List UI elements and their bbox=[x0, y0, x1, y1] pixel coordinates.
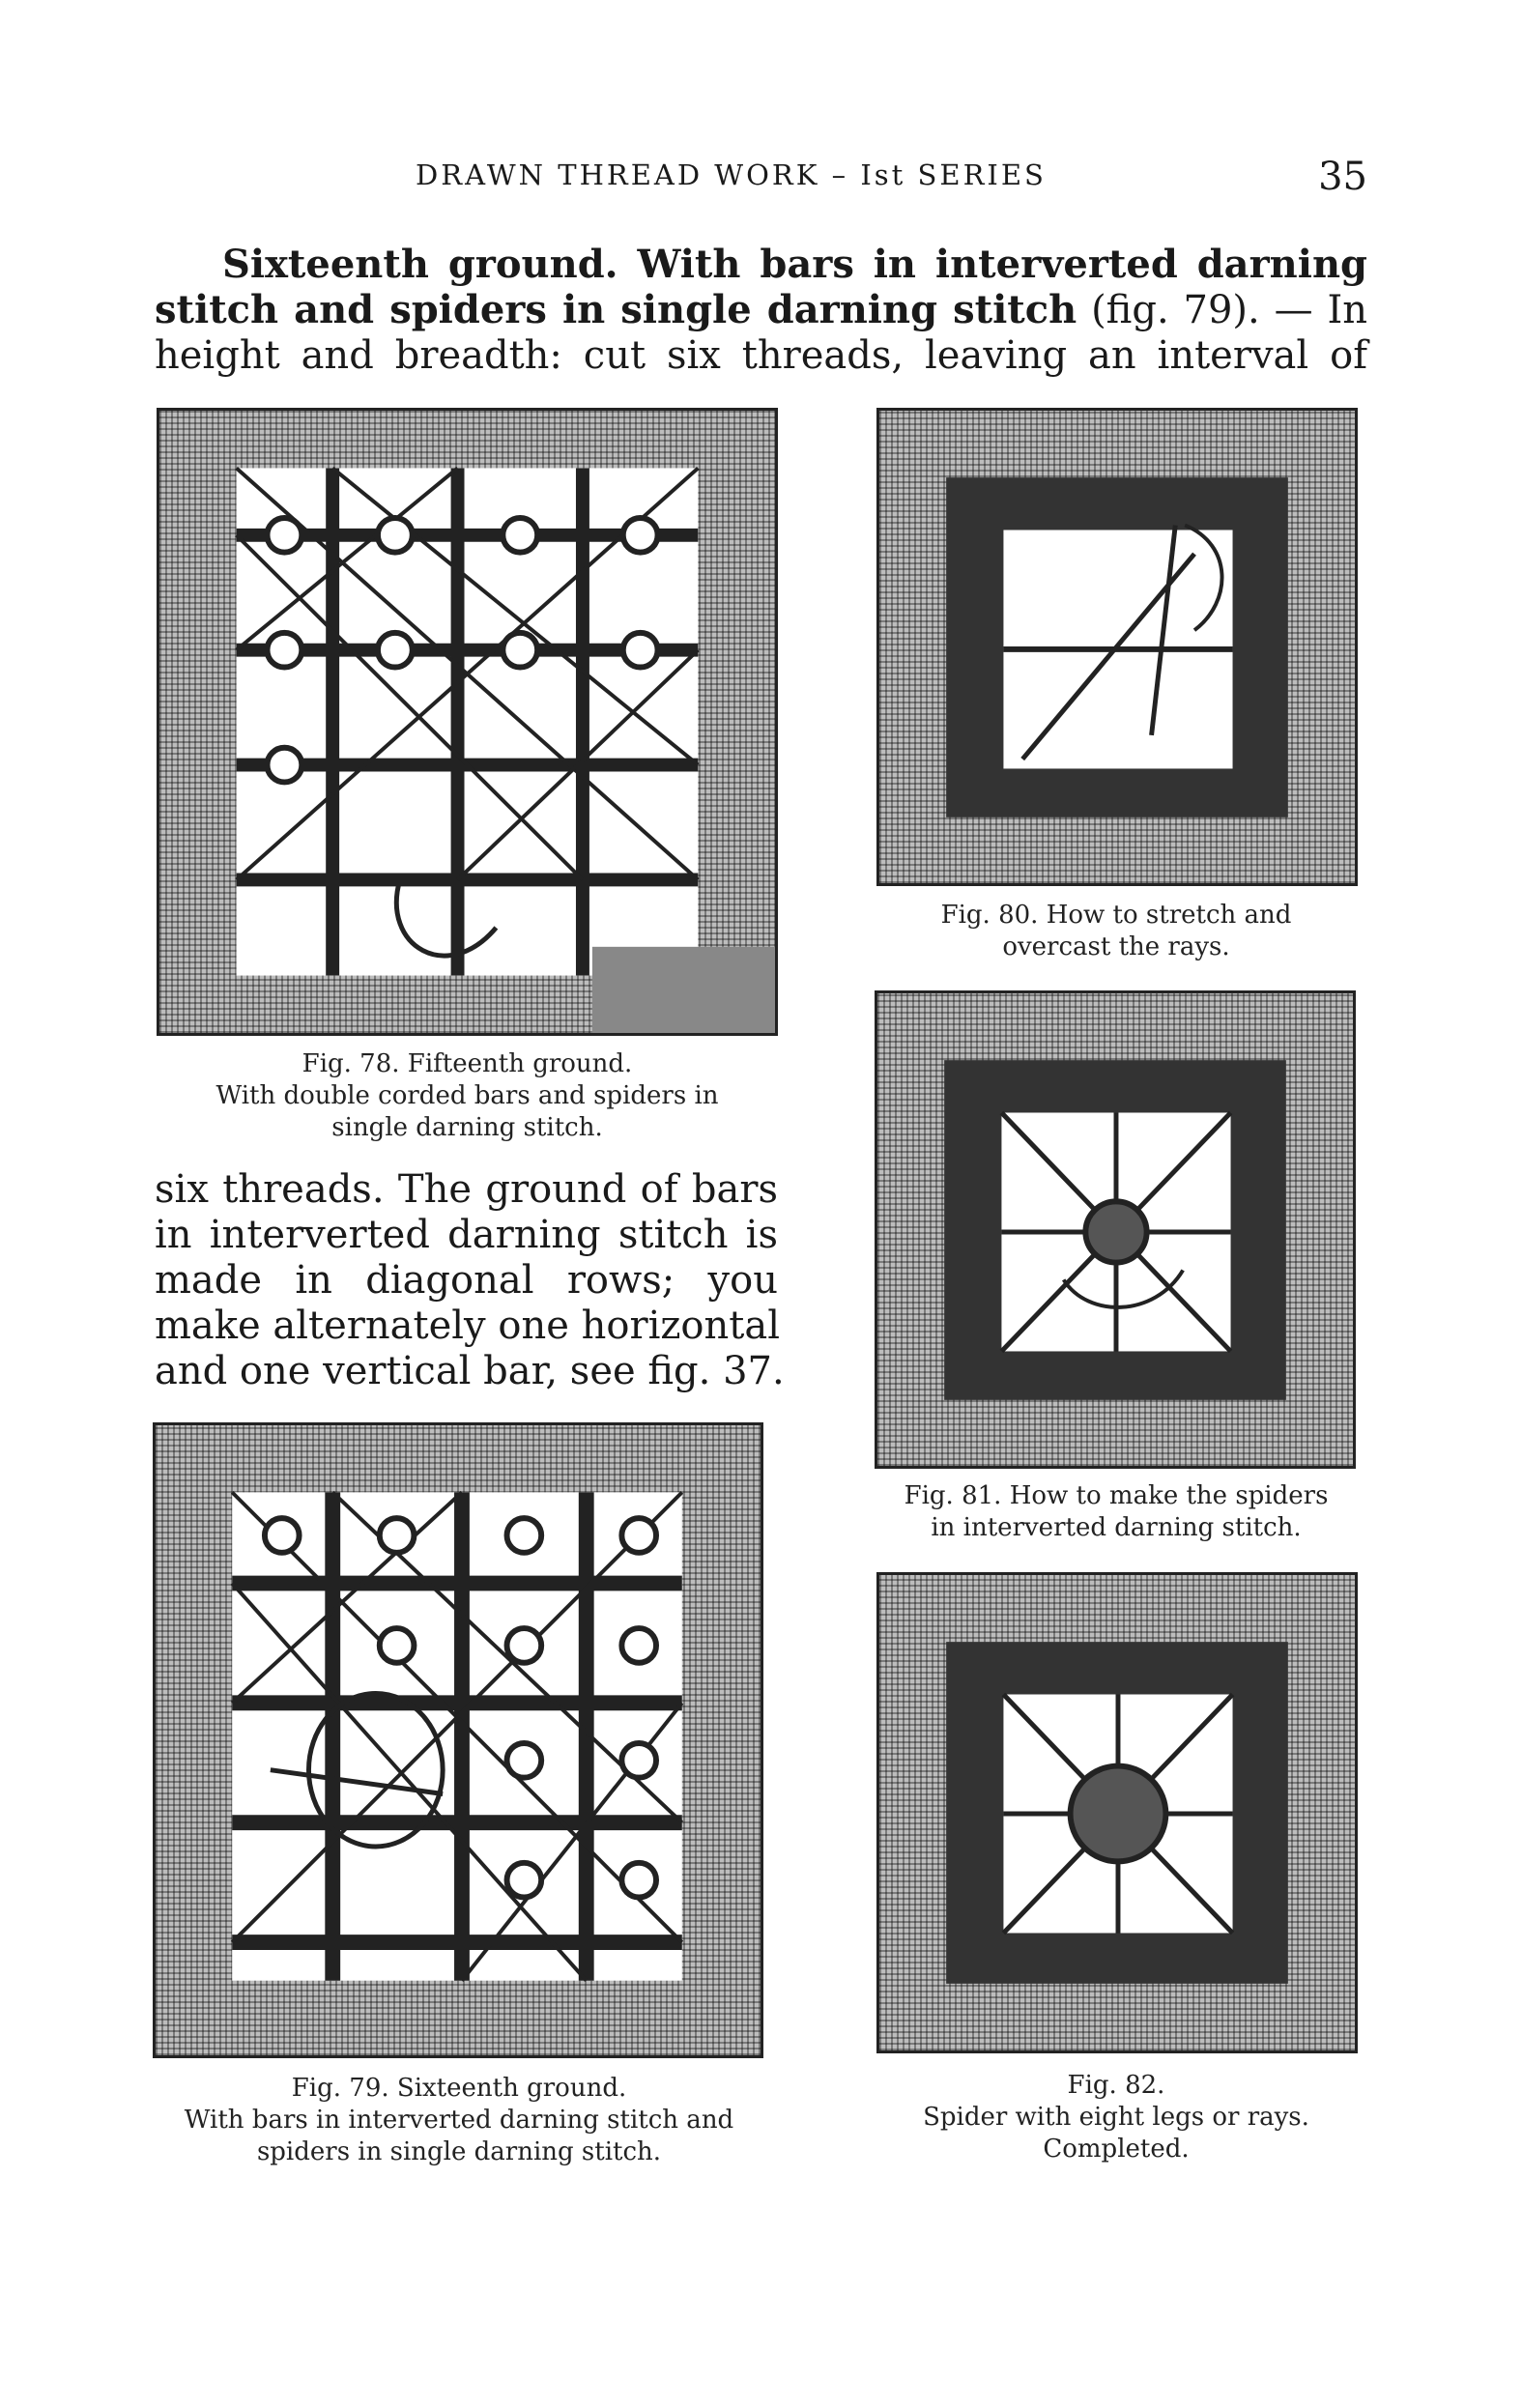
figure-78-illustration bbox=[157, 408, 778, 1036]
fig80-caption-line-1: Fig. 80. How to stretch and bbox=[940, 901, 1292, 930]
body-line-1: six threads. The ground of bars bbox=[155, 1167, 778, 1212]
figure-82-illustration bbox=[876, 1572, 1358, 2053]
figure-79-caption bbox=[126, 2073, 792, 2168]
fig79-caption-line-1: Fig. 79. Sixteenth ground. bbox=[291, 2074, 627, 2103]
fig80-stretch-drawing bbox=[879, 411, 1355, 883]
fig81-spider-drawing bbox=[877, 993, 1353, 1466]
fig78-caption-line-2: With double corded bars and spiders in bbox=[215, 1081, 719, 1110]
lead-line-1: Sixteenth ground. With bars in interverted darning bbox=[222, 242, 1367, 287]
figure-81-caption bbox=[855, 1480, 1377, 1544]
fig82-spider-drawing bbox=[879, 1575, 1355, 2050]
fig78-caption-line-1: Fig. 78. Fifteenth ground. bbox=[302, 1049, 633, 1078]
figure-82-caption bbox=[860, 2070, 1372, 2165]
body-line-3: made in diagonal rows; you bbox=[155, 1258, 778, 1303]
body-paragraph bbox=[155, 1167, 785, 1394]
lead-rest-2: (fig. 79). — In bbox=[1077, 288, 1368, 332]
body-line-5: and one vertical bar, see fig. 37. bbox=[155, 1349, 785, 1393]
fig81-caption-line-2: in interverted darning stitch. bbox=[931, 1513, 1302, 1542]
fig80-caption-line-2: overcast the rays. bbox=[1002, 932, 1230, 961]
figure-79-illustration bbox=[153, 1422, 763, 2058]
running-head bbox=[155, 155, 1367, 203]
fig78-grid-drawing bbox=[159, 411, 775, 1033]
fig82-caption-line-3: Completed. bbox=[1043, 2135, 1190, 2164]
figure-78-caption bbox=[157, 1048, 778, 1144]
page-number: 35 bbox=[1318, 155, 1367, 199]
running-title: DRAWN THREAD WORK – Ist SERIES bbox=[416, 158, 1047, 191]
lead-line-2 bbox=[155, 287, 1367, 333]
lead-line-3: height and breadth: cut six threads, leaving an interval of bbox=[155, 333, 1367, 378]
fig82-caption-line-2: Spider with eight legs or rays. bbox=[923, 2103, 1309, 2132]
body-line-4: make alternately one horizontal bbox=[155, 1304, 780, 1348]
fig81-caption-line-1: Fig. 81. How to make the spiders bbox=[904, 1481, 1329, 1510]
lead-paragraph bbox=[155, 242, 1367, 379]
figure-80-illustration bbox=[876, 408, 1358, 886]
fig79-caption-line-3: spiders in single darning stitch. bbox=[256, 2137, 662, 2166]
fig82-caption-line-1: Fig. 82. bbox=[1067, 2071, 1165, 2100]
fig79-caption-line-2: With bars in interverted darning stitch and bbox=[184, 2106, 734, 2135]
figure-81-illustration bbox=[875, 990, 1356, 1469]
fig78-caption-line-3: single darning stitch. bbox=[331, 1113, 603, 1142]
fig79-grid-drawing bbox=[156, 1425, 761, 2055]
body-line-2: in interverted darning stitch is bbox=[155, 1213, 778, 1257]
figure-80-caption bbox=[860, 900, 1372, 963]
lead-bold-2: stitch and spiders in single darning stitch bbox=[155, 287, 1077, 332]
